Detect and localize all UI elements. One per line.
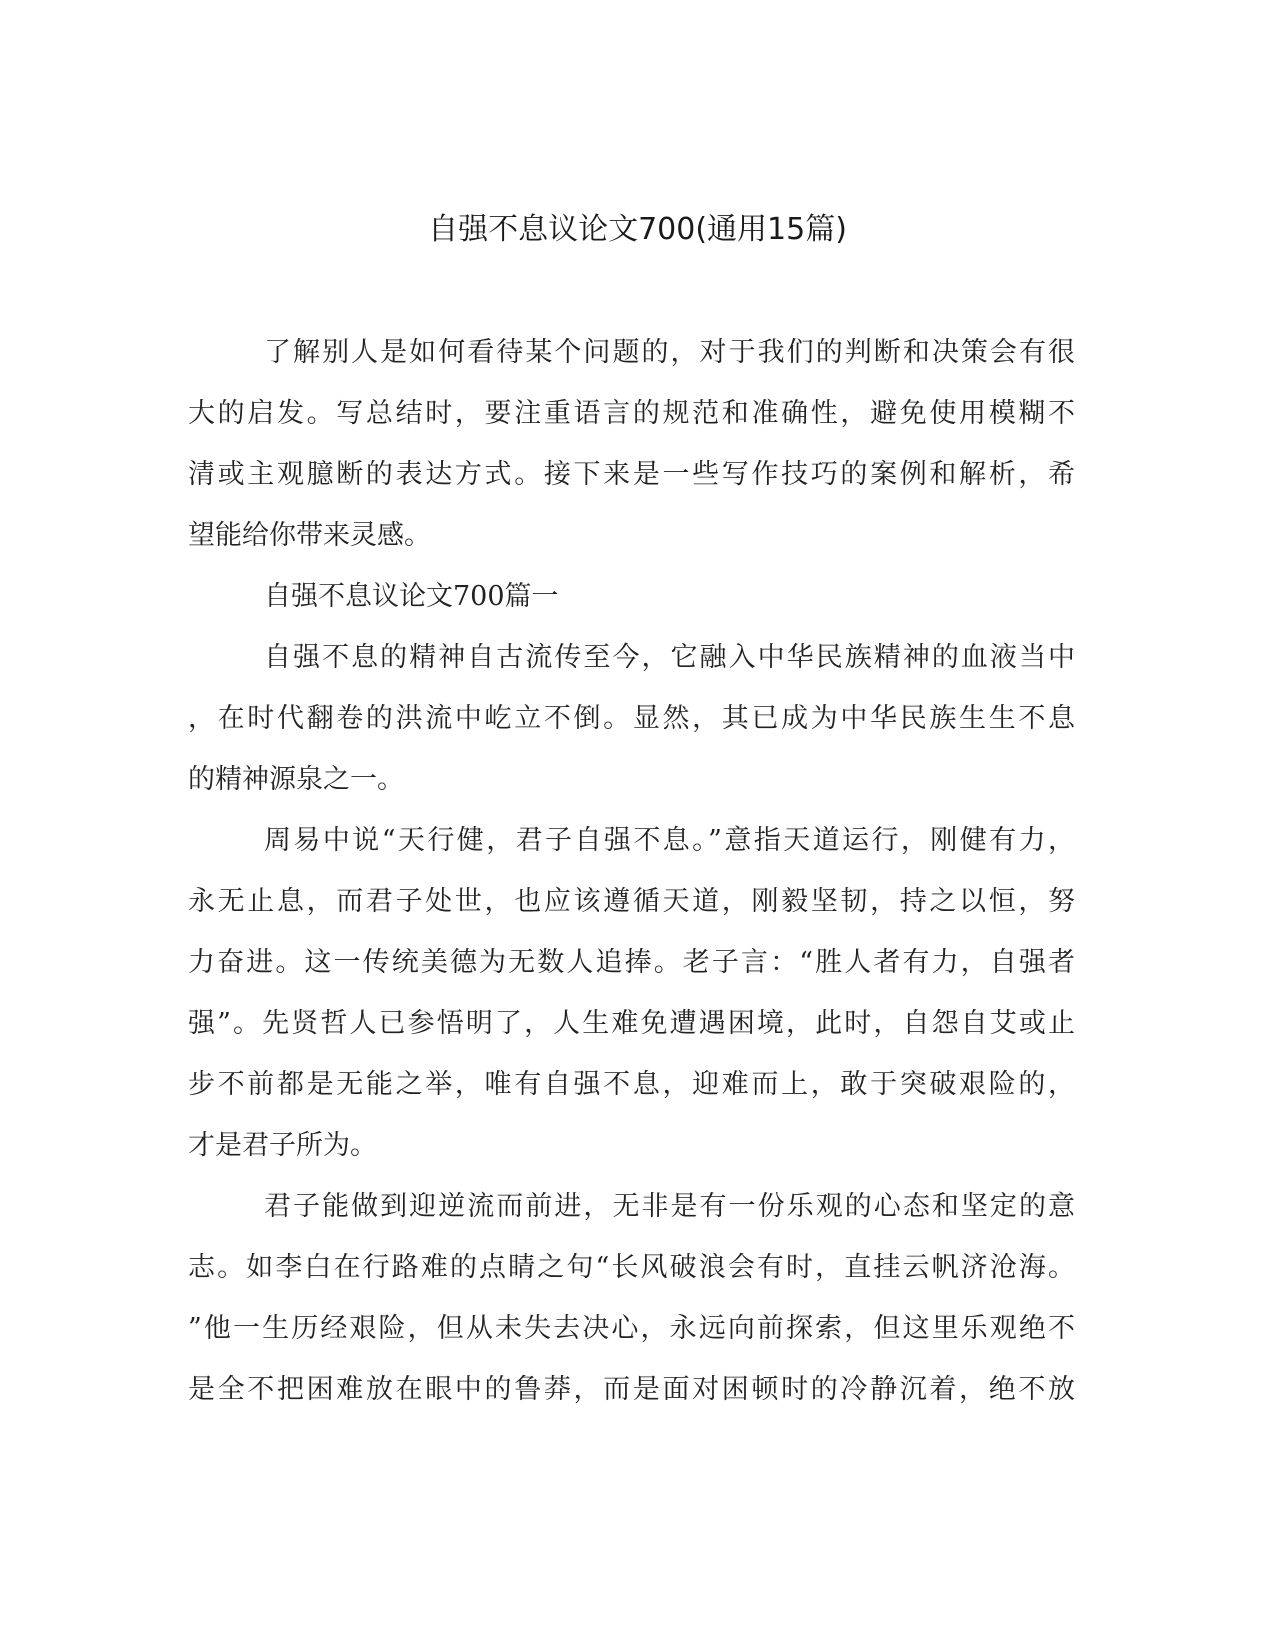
text-line: 望能给你带来灵感。 [188,520,431,551]
text-line: 志。如李白在行路难的点睛之句“长风破浪会有时，直挂云帆济沧海。 [188,1252,1075,1283]
text-line: 周易中说“天行健，君子自强不息。”意指天道运行，刚健有力， [264,825,1075,856]
text-line: 清或主观臆断的表达方式。接下来是一些写作技巧的案例和解析，希 [188,459,1075,490]
section-heading: 自强不息议论文700篇一 [264,581,559,612]
text-line: 自强不息的精神自古流传至今，它融入中华民族精神的血液当中 [264,642,1075,673]
text-line: ”他一生历经艰险，但从未失去决心，永远向前探索，但这里乐观绝不 [188,1313,1075,1344]
text-line: 强”。先贤哲人已参悟明了，人生难免遭遇困境，此时，自怨自艾或止 [188,1008,1075,1039]
text-line: 大的启发。写总结时，要注重语言的规范和准确性，避免使用模糊不 [188,398,1075,429]
text-line: 步不前都是无能之举，唯有自强不息，迎难而上，敢于突破艰险的， [188,1069,1075,1100]
document-body [188,322,1075,1420]
text-line: 永无止息，而君子处世，也应该遵循天道，刚毅坚韧，持之以恒，努 [188,886,1075,917]
text-line: 的精神源泉之一。 [188,764,404,795]
text-line: 才是君子所为。 [188,1130,377,1161]
document-title: 自强不息议论文700(通用15篇) [428,212,847,247]
text-line: 力奋进。这一传统美德为无数人追捧。老子言：“胜人者有力，自强者 [188,947,1075,978]
text-line: 了解别人是如何看待某个问题的，对于我们的判断和决策会有很 [264,337,1075,368]
text-line: 君子能做到迎逆流而前进，无非是有一份乐观的心态和坚定的意 [264,1191,1075,1222]
text-line: 是全不把困难放在眼中的鲁莽，而是面对困顿时的冷静沉着，绝不放 [188,1374,1075,1405]
text-line: ，在时代翻卷的洪流中屹立不倒。显然，其已成为中华民族生生不息 [188,703,1075,734]
